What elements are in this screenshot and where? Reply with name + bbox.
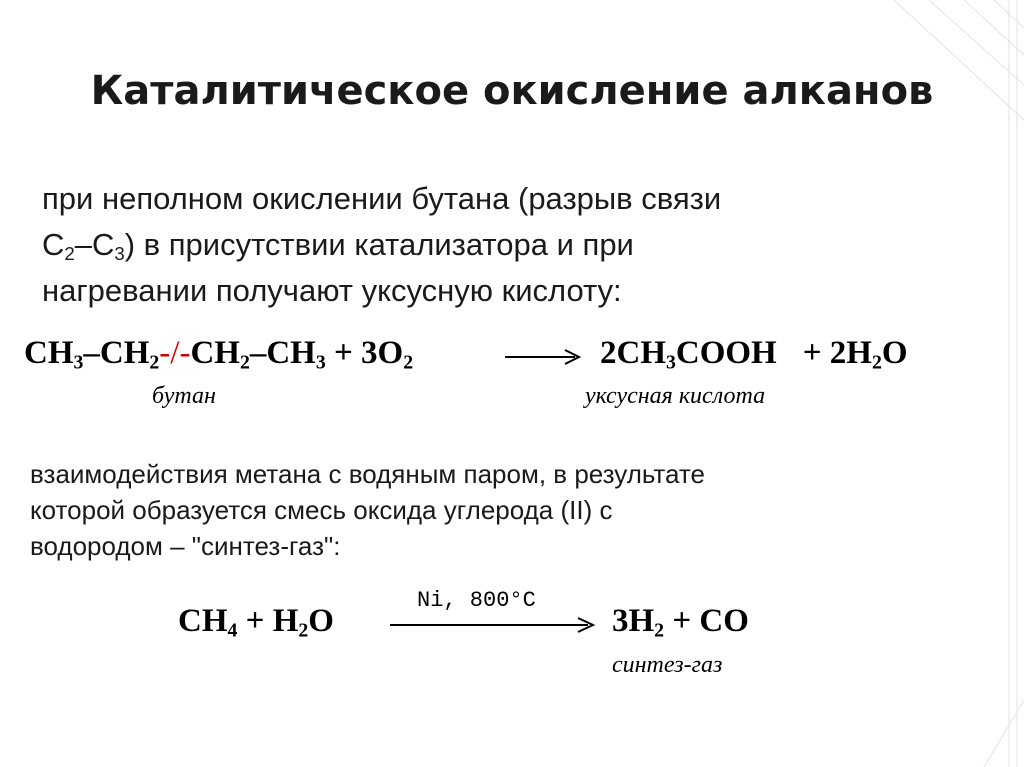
paragraph-butane-oxidation [42, 176, 942, 314]
decorative-lines [834, 0, 1024, 767]
paragraph-line: которой образуется смесь оксида углерода (II) с [30, 495, 613, 525]
label-syngas: синтез-газ [612, 652, 723, 678]
subscript: 2 [64, 243, 75, 265]
bond-dash: – [74, 227, 92, 262]
reaction-butane-reactants: $CH_3-CH_2-/-CH_2-CH_3 + 3O_2$ [24, 335, 414, 374]
reaction-methane-products: $3H_2$ + CO [612, 603, 749, 642]
paragraph-line: водородом – "синтез-газ": [30, 531, 341, 561]
reaction-arrow [388, 613, 598, 637]
label-acetic-acid: уксусная кислота [585, 383, 766, 409]
paragraph-line [42, 222, 942, 268]
paragraph-methane-steam [30, 456, 990, 564]
reaction-butane-products: $2CH_3COOH + 2H_2O$ [600, 335, 908, 374]
paragraph-text: ) в присутствии катализатора и при [124, 227, 634, 262]
carbon-symbol: С [42, 227, 65, 262]
reaction-methane-reactants: $CH_4 + H_2O$ [178, 603, 334, 642]
carbon-symbol: С [91, 227, 115, 262]
label-butane: бутан [152, 383, 216, 409]
bond-break-mark: -/- [159, 335, 191, 371]
paragraph-line: нагревании получают уксусную кислоту: [42, 273, 622, 308]
paragraph-line: при неполном окислении бутана (разрыв связи [42, 181, 722, 216]
subscript: 3 [114, 243, 125, 265]
catalyst-conditions: Ni, 800°C [417, 588, 536, 613]
reaction-arrow [503, 345, 583, 369]
paragraph-line: взаимодействия метана с водяным паром, в результате [30, 459, 705, 489]
slide-title: Каталитическое окисление алканов [90, 68, 934, 114]
